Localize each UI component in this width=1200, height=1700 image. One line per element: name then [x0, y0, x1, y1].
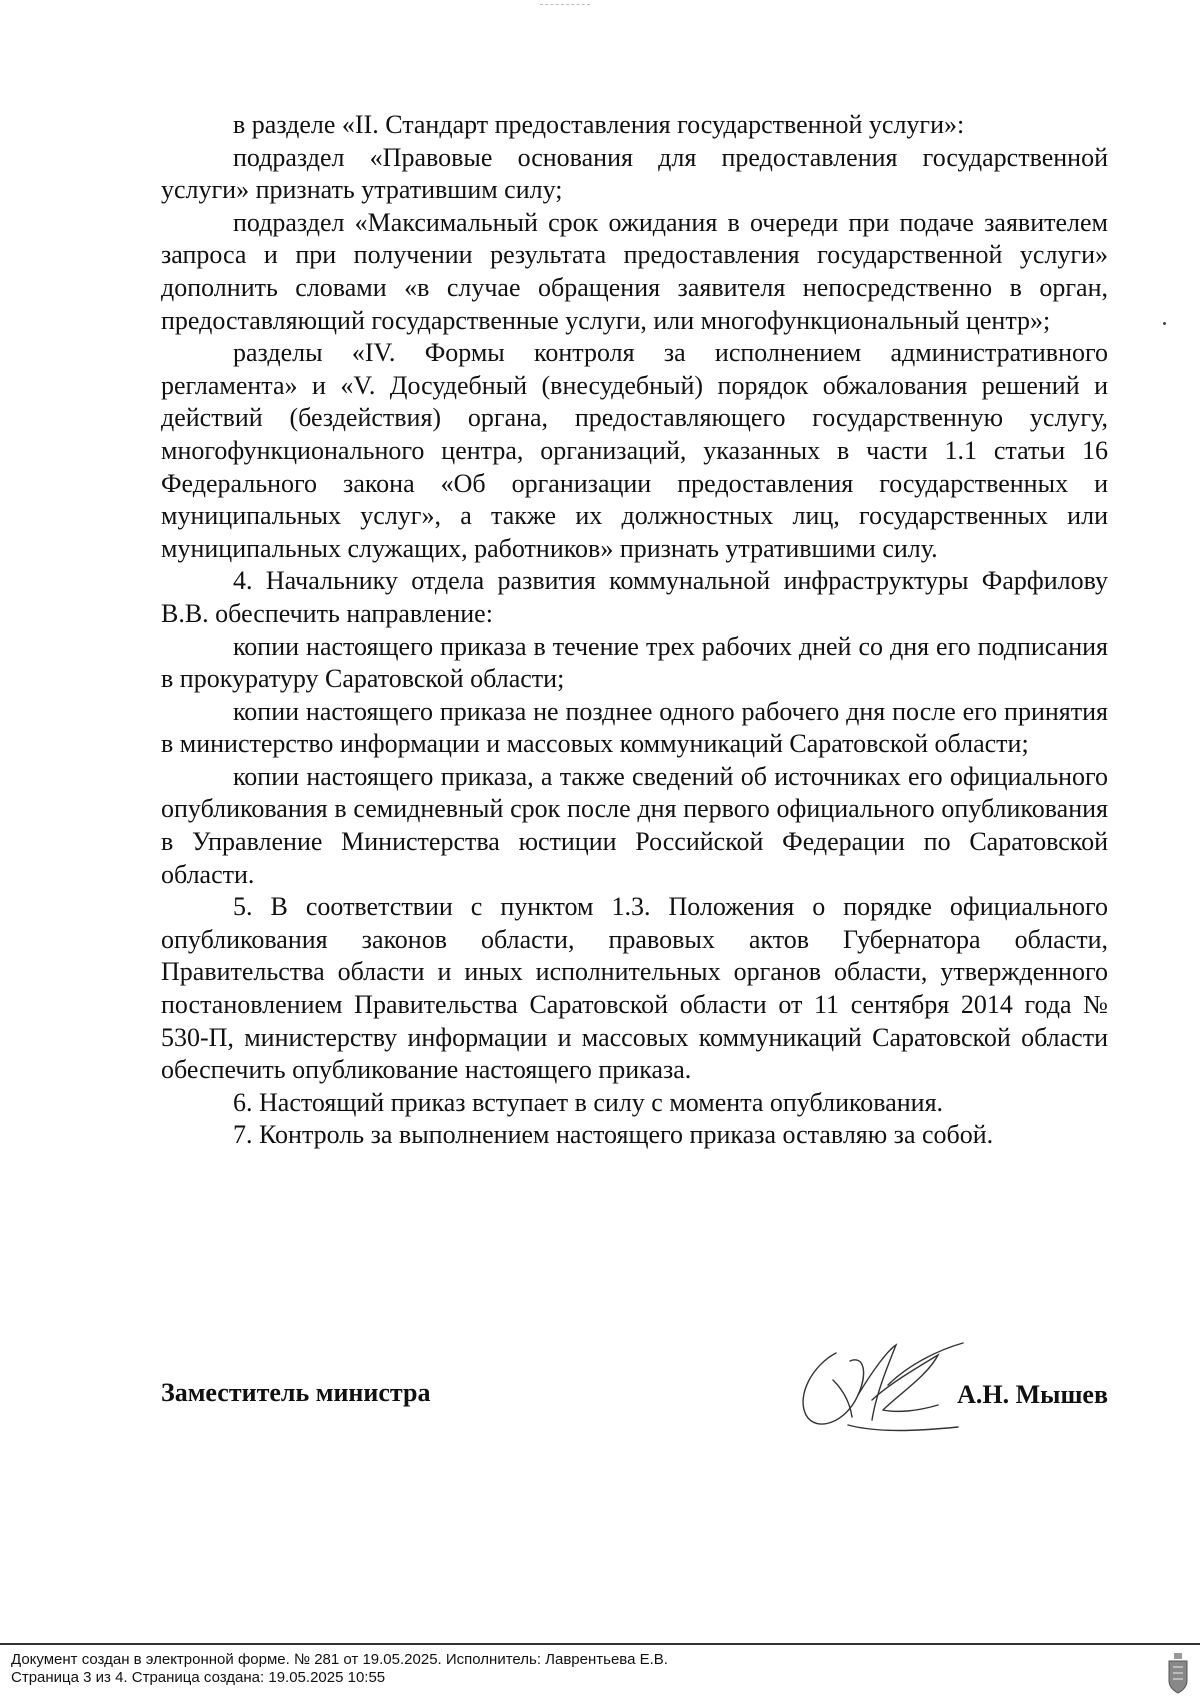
paragraph-sections-iv-v: разделы «IV. Формы контроля за исполнением административного регламента» и «V. Досудебный (внесудебный) порядок обжалования решений и действий (бездействия) органа, предоставляющего государственную услугу, многофункционального центра, организаций, указанных в части 1.1 статьи 16 Федерального закона «Об организации предоставления государственных и муниципальных услуг», а также их должностных лиц, государственных или муниципальных служащих, работников» признать утратившими силу.	[161, 338, 1108, 563]
paragraph-legal-basis: подраздел «Правовые основания для предоставления государственной услуги» признать утратившим силу;	[161, 142, 1108, 205]
paragraph-item-6: 6. Настоящий приказ вступает в силу с момента опубликования.	[233, 1087, 944, 1117]
document-body	[161, 109, 1108, 1152]
paragraph-copy-prosecutor: копии настоящего приказа в течение трех рабочих дней со дня его подписания в прокуратуру Саратовской области;	[161, 631, 1108, 694]
paragraph-max-wait: подраздел «Максимальный срок ожидания в очереди при подаче заявителем запроса и при получении результата предоставления государственной услуги» дополнить словами «в случае обращения заявителя непосредственно в орган, предоставляющий государственные услуги, или многофункциональный центр»;	[161, 207, 1108, 335]
paragraph-copy-justice: копии настоящего приказа, а также сведений об источниках его официального опубликования в семидневный срок после дня первого официального опубликования в Управление Министерства юстиции Российской Федерации по Саратовской области.	[161, 761, 1108, 889]
signature-block	[161, 1325, 1108, 1435]
coat-of-arms-icon	[1165, 1651, 1191, 1695]
page-top-mark	[540, 4, 590, 7]
footer-document-info: Документ создан в электронной форме. № 281 от 19.05.2025. Исполнитель: Лаврентьева Е.В.	[11, 1651, 668, 1668]
paragraph-item-5: 5. В соответствии с пунктом 1.3. Положения о порядке официального опубликования законов области, правовых актов Губернатора области, Правительства области и иных исполнительных органов области, утвержденного постановлением Правительства Саратовской области от 11 сентября 2014 года № 530-П, министерству информации и массовых коммуникаций Саратовской области обеспечить опубликование настоящего приказа.	[161, 892, 1108, 1085]
signer-title: Заместитель министра	[161, 1378, 431, 1407]
footer-page-info: Страница 3 из 4. Страница создана: 19.05.2025 10:55	[11, 1669, 386, 1686]
electronic-document-footer	[0, 1643, 1200, 1700]
paragraph-section-ii: в разделе «II. Стандарт предоставления государственной услуги»:	[233, 110, 965, 139]
paragraph-copy-ministry: копии настоящего приказа не позднее одного рабочего дня после его принятия в министерство информации и массовых коммуникаций Саратовской области;	[161, 696, 1108, 759]
paragraph-item-7: 7. Контроль за выполнением настоящего приказа оставляю за собой.	[233, 1120, 994, 1150]
scan-speck	[1163, 322, 1166, 325]
paragraph-item-4: 4. Начальнику отдела развития коммунальной инфраструктуры Фарфилову В.В. обеспечить направление:	[161, 566, 1108, 628]
signer-name: А.Н. Мышев	[957, 1380, 1108, 1409]
